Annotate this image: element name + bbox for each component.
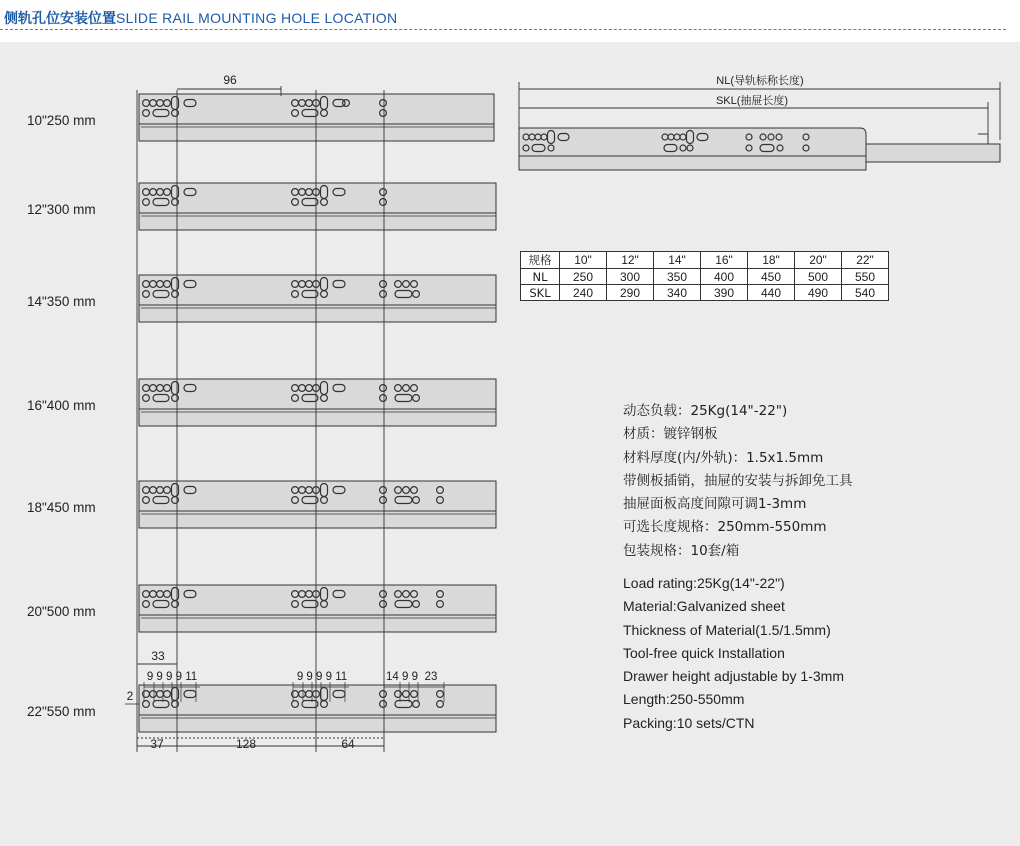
table-cell: 500 [795, 269, 842, 285]
spec-list-en [623, 572, 844, 735]
table-header-cell: 16" [701, 252, 748, 269]
table-cell: 440 [748, 285, 795, 301]
rail-length-label: 10"250 mm [27, 113, 96, 128]
title-en: SLIDE RAIL MOUNTING HOLE LOCATION [116, 10, 398, 26]
table-header-cell: 22" [842, 252, 889, 269]
spec-line: Material:Galvanized sheet [623, 598, 785, 615]
dimension-front-pitches: 9 9 9 9 11 [146, 671, 198, 683]
table-row-label: SKL [521, 285, 560, 301]
rail-diagram [0, 42, 1020, 846]
spec-line: 动态负载：25Kg(14"-22") [623, 403, 788, 419]
spec-line: Load rating:25Kg(14"-22") [623, 575, 785, 591]
rail-plate [139, 685, 496, 715]
title-zh: 侧轨孔位安装位置 [4, 11, 116, 27]
table-header-row [521, 252, 889, 269]
rail-channel [139, 511, 496, 528]
spec-line: Thickness of Material(1.5/1.5mm) [623, 621, 831, 638]
spec-line: 材质：镀锌钢板 [623, 426, 718, 443]
table-cell: 450 [748, 269, 795, 285]
table-header-cell: 12" [607, 252, 654, 269]
table-cell: 290 [607, 285, 654, 301]
size-table [520, 251, 889, 301]
rail-plate [139, 585, 496, 615]
table-cell: 250 [560, 269, 607, 285]
rail-channel [139, 305, 496, 322]
dimension-mid-pitches: 9 9 9 9 11 [296, 671, 348, 683]
rail-channel [139, 715, 496, 732]
side-rail-channel [519, 156, 866, 170]
rail-plate [139, 275, 496, 305]
spec-line: Tool-free quick Installation [623, 644, 785, 661]
table-cell: 400 [701, 269, 748, 285]
spec-line: 可选长度规格：250mm-550mm [623, 519, 827, 536]
rail-channel [139, 615, 496, 632]
dimension-96: 96 [223, 73, 237, 87]
nl-label: NL(导轨标称长度) [716, 75, 804, 87]
dimension-rear-pitches: 14 9 9 [386, 671, 418, 683]
rail-plate [139, 481, 496, 511]
table-header-cell: 20" [795, 252, 842, 269]
rail-plate [139, 183, 496, 213]
dimension-128: 128 [235, 737, 257, 751]
table-row [521, 285, 889, 301]
table-row [521, 269, 889, 285]
skl-label: SKL(抽屉长度) [715, 95, 789, 107]
diagram-panel [0, 42, 1020, 846]
rail-channel [139, 409, 496, 426]
table-cell: 390 [701, 285, 748, 301]
dimension-37: 37 [150, 737, 164, 751]
rail-length-label: 14"350 mm [27, 294, 96, 309]
table-cell: 240 [560, 285, 607, 301]
rail-length-label: 16"400 mm [27, 398, 96, 413]
spec-line: Length:250-550mm [623, 691, 745, 708]
table-cell: 340 [654, 285, 701, 301]
spec-line: Drawer height adjustable by 1-3mm [623, 668, 844, 685]
spec-line: 材料厚度(内/外轨)：1.5x1.5mm [623, 449, 824, 466]
table-cell: 350 [654, 269, 701, 285]
spec-line: 带侧板插销，抽屉的安装与拆卸免工具 [623, 472, 853, 489]
rail-channel [139, 213, 496, 230]
rail-plate [139, 94, 494, 124]
spec-line: Packing:10 sets/CTN [623, 714, 755, 731]
dimension-64: 64 [341, 737, 355, 751]
header [0, 0, 1020, 32]
rail-length-label: 22"550 mm [27, 704, 96, 719]
table-cell: 550 [842, 269, 889, 285]
table-header-cell: 规格 [521, 252, 560, 269]
dimension-33: 33 [151, 649, 165, 663]
table-cell: 540 [842, 285, 889, 301]
table-row-label: NL [521, 269, 560, 285]
rail-plate [139, 379, 496, 409]
rail-length-label: 18"450 mm [27, 500, 96, 515]
table-header-cell: 10" [560, 252, 607, 269]
rail-length-label: 20"500 mm [27, 604, 96, 619]
spec-line: 包装规格：10套/箱 [623, 542, 740, 559]
dimension-gap: 2 [126, 689, 134, 703]
table-header-cell: 18" [748, 252, 795, 269]
dimension-23: 23 [424, 671, 438, 683]
spec-line: 抽屉面板高度间隙可调1-3mm [623, 496, 807, 513]
table-cell: 490 [795, 285, 842, 301]
header-divider [0, 29, 1006, 30]
table-cell: 300 [607, 269, 654, 285]
page-title [4, 8, 397, 28]
side-rail-extension [866, 144, 1000, 162]
rail-length-label: 12"300 mm [27, 202, 96, 217]
spec-list-zh [623, 400, 853, 563]
table-header-cell: 14" [654, 252, 701, 269]
rail-channel [139, 124, 494, 141]
